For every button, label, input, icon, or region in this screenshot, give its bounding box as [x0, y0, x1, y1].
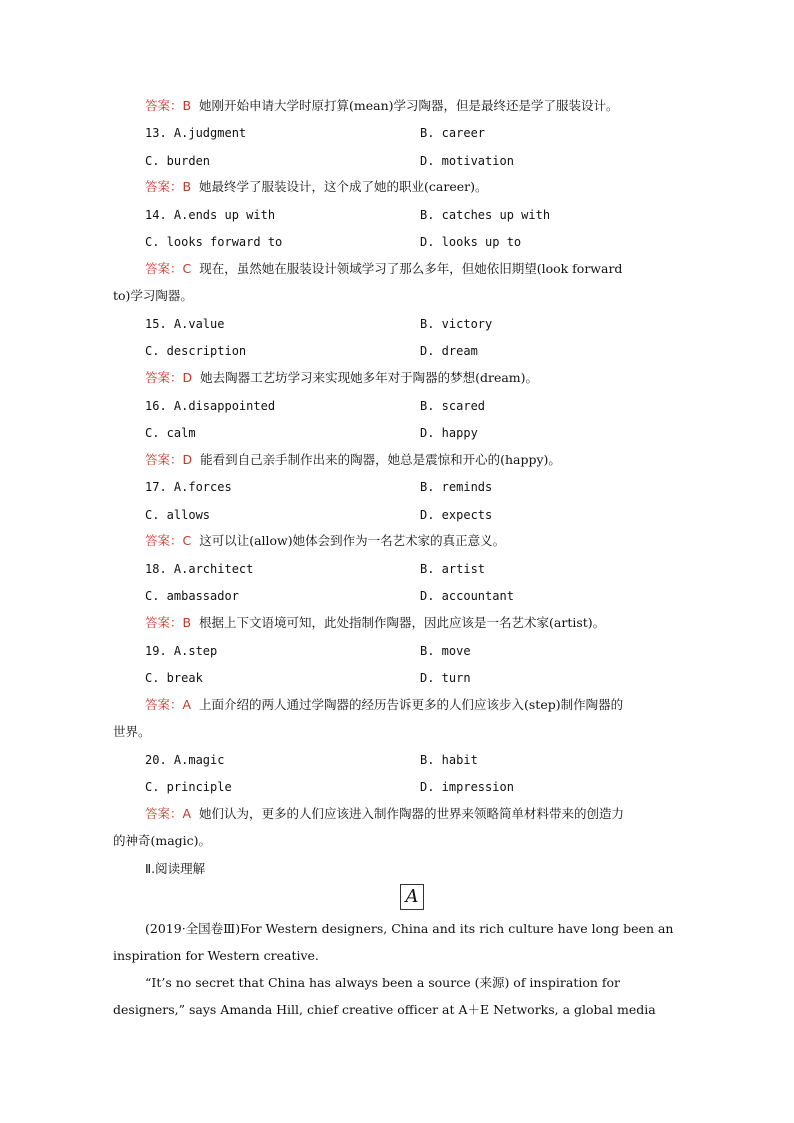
answer-label: 答案：C — [145, 261, 192, 276]
option-15-b: B. victory — [420, 317, 493, 331]
option-14-a: 14. A.ends up with — [145, 208, 276, 222]
answer-label: 答案：B — [145, 98, 192, 113]
answer-20-continued: 的神奇(magic)。 — [113, 833, 212, 848]
answer-13 — [145, 179, 713, 195]
option-18-b: B. artist — [420, 562, 486, 576]
option-13-b: B. career — [420, 126, 486, 140]
answer-19-continued: 世界。 — [113, 724, 151, 739]
passage-letter-box: A — [400, 884, 424, 910]
answer-label: 答案：A — [145, 806, 192, 821]
option-16-b: B. scared — [420, 399, 486, 413]
answer-18 — [145, 615, 713, 631]
option-15-d: D. dream — [420, 344, 478, 358]
answer-text: 她刚开始申请大学时原打算(mean)学习陶器，但是最终还是学了服装设计。 — [199, 98, 619, 113]
answer-label: 答案：A — [145, 697, 192, 712]
option-15-c: C. description — [145, 344, 247, 358]
answer-19 — [145, 697, 713, 713]
option-18-d: D. accountant — [420, 589, 514, 603]
answer-16 — [145, 452, 713, 468]
answer-label: 答案：B — [145, 615, 192, 630]
option-20-c: C. principle — [145, 780, 232, 794]
answer-15 — [145, 370, 713, 386]
answer-17 — [145, 533, 713, 549]
answer-14 — [145, 261, 713, 277]
answer-text: 她们认为，更多的人们应该进入制作陶器的世界来领略简单材料带来的创造力 — [199, 806, 625, 821]
answer-text: 现在，虽然她在服装设计领域学习了那么多年，但她依旧期望(look forward — [199, 261, 623, 276]
option-17-b: B. reminds — [420, 480, 493, 494]
answer-14-continued: to)学习陶器。 — [113, 288, 193, 303]
section-title: Ⅱ.阅读理解 — [145, 861, 206, 876]
answer-text: 上面介绍的两人通过学陶器的经历告诉更多的人们应该步入(step)制作陶器的 — [199, 697, 624, 712]
option-16-d: D. happy — [420, 426, 478, 440]
paragraph-1: (2019·全国卷Ⅲ)For Western designers, China and its rich culture have long been an inspiration for Western creative. — [113, 921, 674, 963]
option-16-a: 16. A.disappointed — [145, 399, 276, 413]
answer-12 — [145, 98, 713, 114]
answer-label: 答案：C — [145, 533, 192, 548]
option-13-a: 13. A.judgment — [145, 126, 247, 140]
option-14-b: B. catches up with — [420, 208, 551, 222]
option-20-a: 20. A.magic — [145, 753, 225, 767]
answer-label: 答案：D — [145, 452, 193, 467]
answer-text: 她最终学了服装设计，这个成了她的职业(career)。 — [199, 179, 488, 194]
answer-20 — [145, 806, 713, 822]
answer-label: 答案：D — [145, 370, 193, 385]
option-17-c: C. allows — [145, 508, 211, 522]
option-20-d: D. impression — [420, 780, 514, 794]
paragraph-2: “It’s no secret that China has always been a source (来源) of inspiration for designers,” says Amanda Hill, chief creative officer at A＋E Networks, a global media — [113, 975, 656, 1017]
option-16-c: C. calm — [145, 426, 196, 440]
option-19-d: D. turn — [420, 671, 471, 685]
option-17-a: 17. A.forces — [145, 480, 232, 494]
option-15-a: 15. A.value — [145, 317, 225, 331]
answer-label: 答案：B — [145, 179, 192, 194]
option-18-a: 18. A.architect — [145, 562, 254, 576]
option-19-b: B. move — [420, 644, 471, 658]
option-13-c: C. burden — [145, 154, 211, 168]
option-13-d: D. motivation — [420, 154, 514, 168]
answer-text: 她去陶器工艺坊学习来实现她多年对于陶器的梦想(dream)。 — [200, 370, 539, 385]
answer-text: 这可以让(allow)她体会到作为一名艺术家的真正意义。 — [199, 533, 506, 548]
option-19-c: C. break — [145, 671, 203, 685]
answer-text: 根据上下文语境可知，此处指制作陶器，因此应该是一名艺术家(artist)。 — [199, 615, 606, 630]
option-19-a: 19. A.step — [145, 644, 218, 658]
option-14-d: D. looks up to — [420, 235, 522, 249]
answer-text: 能看到自己亲手制作出来的陶器，她总是震惊和开心的(happy)。 — [200, 452, 561, 467]
option-14-c: C. looks forward to — [145, 235, 283, 249]
option-18-c: C. ambassador — [145, 589, 239, 603]
option-20-b: B. habit — [420, 753, 478, 767]
option-17-d: D. expects — [420, 508, 493, 522]
